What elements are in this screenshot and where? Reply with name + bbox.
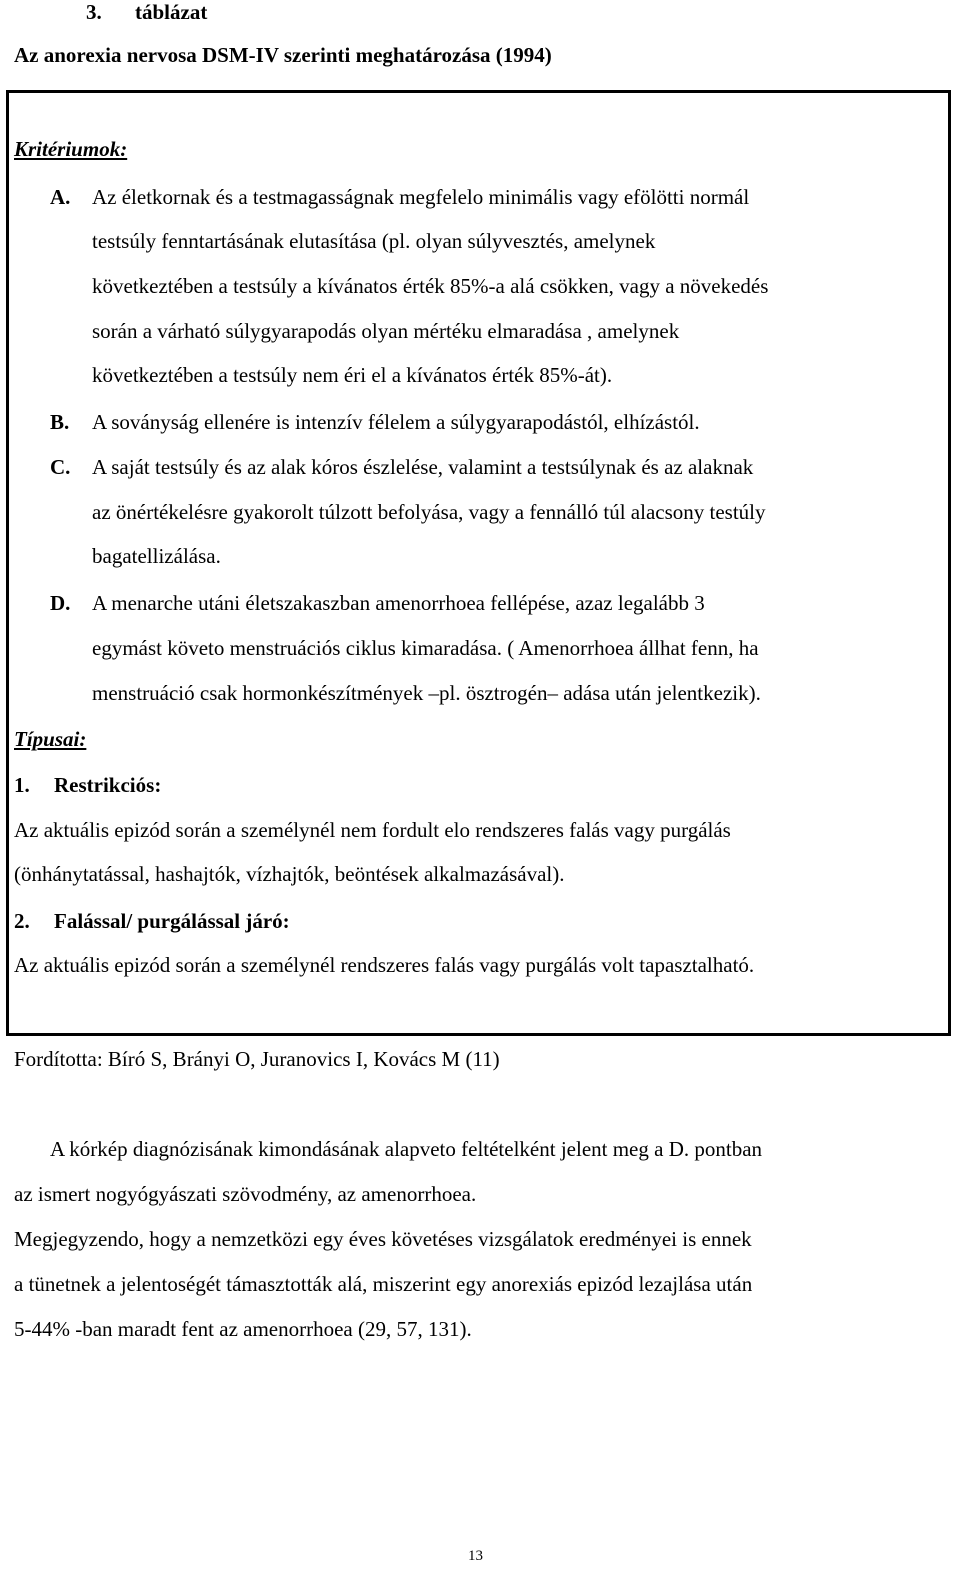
criteria-heading: Kritériumok: — [14, 137, 128, 161]
criterion-d-line: A menarche utáni életszakaszban amenorrhoea fellépése, azaz legalább 3 — [92, 591, 705, 615]
page-title: Az anorexia nervosa DSM-IV szerinti meghatározása (1994) — [14, 43, 552, 67]
criterion-c-line: bagatellizálása. — [92, 544, 221, 568]
criterion-d-letter: D. — [50, 591, 71, 615]
body-line: 5-44% -ban maradt fent az amenorrhoea (29, 57, 131). — [14, 1317, 472, 1341]
criterion-b-line: A soványság ellenére is intenzív félelem a súlygyarapodástól, elhízástól. — [92, 410, 700, 434]
translator-label: Fordította: — [14, 1047, 103, 1071]
criterion-a-line: Az életkornak és a testmagasságnak megfelelo minimális vagy efölötti normál — [92, 185, 750, 209]
type-1-line: Az aktuális epizód során a személynél nem fordult elo rendszeres falás vagy purgálás — [14, 818, 731, 842]
type-2-number: 2. — [14, 909, 30, 933]
criterion-c-line: A saját testsúly és az alak kóros észlelése, valamint a testsúlynak és az alaknak — [92, 455, 754, 479]
criterion-d-line: egymást követo menstruációs ciklus kimaradása. ( Amenorrhoea állhat fenn, ha — [92, 636, 759, 660]
criterion-a-line: során a várható súlygyarapodás olyan mértéku elmaradása , amelynek — [92, 319, 680, 343]
table-number: 3. — [86, 0, 102, 24]
type-2-line: Az aktuális epizód során a személynél rendszeres falás vagy purgálás volt tapasztalható. — [14, 953, 755, 977]
criterion-a-line: következtében a testsúly a kívánatos érték 85%-a alá csökken, vagy a növekedés — [92, 274, 769, 298]
criterion-a-letter: A. — [50, 185, 71, 209]
body-line: Megjegyzendo, hogy a nemzetközi egy éves követéses vizsgálatok eredményei is ennek — [14, 1227, 752, 1251]
criterion-b-letter: B. — [50, 410, 70, 434]
type-1-name: Restrikciós: — [54, 773, 162, 797]
criterion-d-line: menstruáció csak hormonkészítmények –pl. ösztrogén– adása után jelentkezik). — [92, 681, 761, 705]
body-line: az ismert nogyógyászati szövodmény, az amenorrhoea. — [14, 1182, 477, 1206]
criterion-c-line: az önértékelésre gyakorolt túlzott befolyása, vagy a fennálló túl alacsony testúly — [92, 500, 766, 524]
table-word: táblázat — [135, 0, 208, 24]
translator-credit — [14, 1047, 500, 1072]
criterion-a-line: testsúly fenntartásának elutasítása (pl. olyan súlyvesztés, amelynek — [92, 229, 656, 253]
types-heading: Típusai: — [14, 727, 87, 751]
page-number: 13 — [468, 1548, 483, 1564]
type-2-name: Falással/ purgálással járó: — [54, 909, 290, 933]
body-line: a tünetnek a jelentoségét támasztották alá, miszerint egy anorexiás epizód lezajlása után — [14, 1272, 753, 1296]
type-1-line: (önhánytatással, hashajtók, vízhajtók, beöntések alkalmazásával). — [14, 862, 565, 886]
type-1-number: 1. — [14, 773, 30, 797]
criterion-c-letter: C. — [50, 455, 71, 479]
translator-names: Bíró S, Brányi O, Juranovics I, Kovács M (11) — [107, 1047, 500, 1071]
criterion-a-line: következtében a testsúly nem éri el a kívánatos érték 85%-át). — [92, 363, 613, 387]
body-line: A kórkép diagnózisának kimondásának alapveto feltételként jelent meg a D. pontban — [50, 1137, 763, 1161]
